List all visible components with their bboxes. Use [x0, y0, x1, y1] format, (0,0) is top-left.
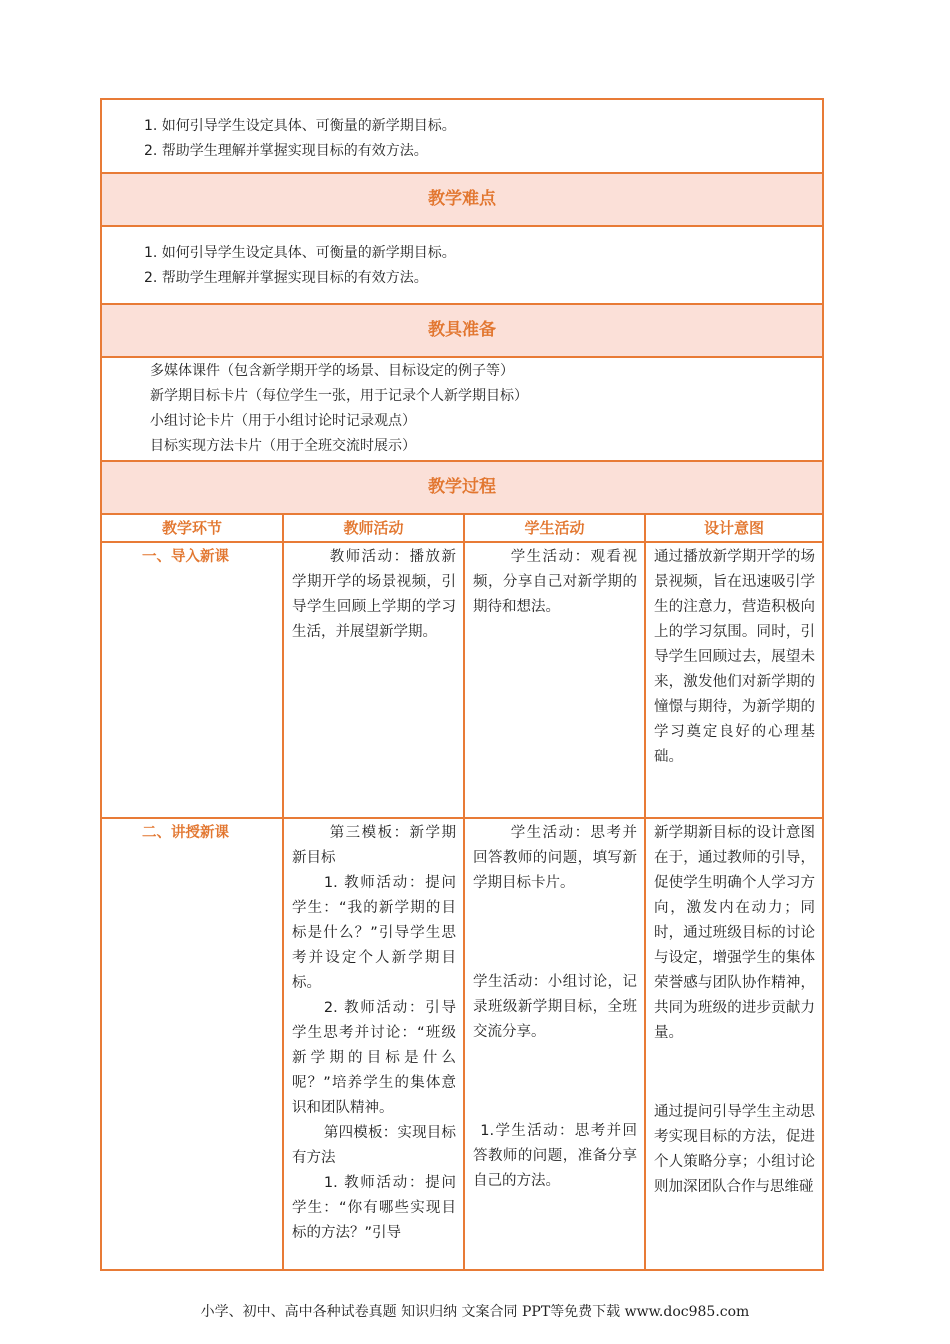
teacher-module-4: 第四模板：实现目标有方法	[292, 1125, 456, 1166]
difficulty-body	[102, 227, 822, 305]
focus-point: 1. 如何引导学生设定具体、可衡量的新学期目标。	[144, 118, 456, 134]
col-header-intent: 设计意图	[703, 519, 764, 537]
teacher-step: 1. 教师活动：提问学生：“你有哪些实现目标的方法？”引导	[292, 1175, 456, 1241]
student-activity-intro: 学生活动：观看视频，分享自己对新学期的期待和想法。	[465, 543, 646, 817]
student-activity-c: 1.学生活动：思考并回答教师的问题，准备分享自己的方法。	[473, 1123, 637, 1189]
stage-intro: 一、导入新课	[102, 543, 284, 817]
focus-point: 2. 帮助学生理解并掌握实现目标的有效方法。	[144, 143, 428, 159]
student-activity-new-lesson	[465, 819, 646, 1269]
teacher-step: 1. 教师活动：提问学生：“我的新学期的目标是什么？”引导学生思考并设定个人新学期目标。	[292, 875, 456, 991]
teacher-step: 2. 教师活动：引导学生思考并讨论：“班级新学期的目标是什么呢？”培养学生的集体意识和团队精神。	[292, 1000, 456, 1116]
lesson-plan-table	[100, 98, 824, 1271]
materials-body	[102, 358, 822, 462]
difficulty-item: 2. 帮助学生理解并掌握实现目标的有效方法。	[144, 270, 428, 286]
col-header-student: 学生活动	[465, 515, 646, 541]
material-item: 目标实现方法卡片（用于全班交流时展示）	[150, 438, 416, 454]
material-item: 新学期目标卡片（每位学生一张，用于记录个人新学期目标）	[150, 388, 528, 404]
difficulty-item: 1. 如何引导学生设定具体、可衡量的新学期目标。	[144, 245, 456, 261]
teacher-activity-intro: 教师活动：播放新学期开学的场景视频，引导学生回顾上学期的学习生活，并展望新学期。	[284, 543, 465, 817]
stage-new-lesson: 二、讲授新课	[102, 819, 284, 1269]
col-header-teacher: 教师活动	[284, 515, 465, 541]
student-activity-a: 学生活动：思考并回答教师的问题，填写新学期目标卡片。	[473, 825, 637, 891]
materials-header: 教具准备	[102, 305, 822, 358]
teacher-module-3: 第三模板：新学期新目标	[292, 825, 456, 866]
design-intent-a: 新学期新目标的设计意图在于，通过教师的引导，促使学生明确个人学习方向，激发内在动力；同时，通过班级目标的讨论与设定，增强学生的集体荣誉感与团队协作精神，共同为班级的进步贡献力量。	[654, 825, 815, 1041]
material-item: 多媒体课件（包含新学期开学的场景、目标设定的例子等）	[150, 363, 514, 379]
process-row-intro	[102, 543, 822, 819]
process-header: 教学过程	[102, 462, 822, 515]
col-header-stage: 教学环节	[102, 515, 284, 541]
difficulty-header: 教学难点	[102, 174, 822, 227]
design-intent-new-lesson	[646, 819, 822, 1269]
process-column-headers	[102, 515, 822, 543]
student-activity-b: 学生活动：小组讨论，记录班级新学期目标，全班交流分享。	[473, 974, 637, 1040]
process-row-new-lesson	[102, 819, 822, 1269]
material-item: 小组讨论卡片（用于小组讨论时记录观点）	[150, 413, 416, 429]
design-intent-intro: 通过播放新学期开学的场景视频，旨在迅速吸引学生的注意力，营造积极向上的学习氛围。同时，引导学生回顾过去，展望未来，激发他们对新学期的憧憬与期待，为新学期的学习奠定良好的心理基础。	[654, 549, 815, 765]
design-intent-b: 通过提问引导学生主动思考实现目标的方法，促进个人策略分享；小组讨论则加深团队合作与思维碰	[654, 1104, 815, 1195]
footer-text: 小学、初中、高中各种试卷真题 知识归纳 文案合同 PPT等免费下载 www.doc985.com	[200, 1304, 750, 1320]
teacher-activity-new-lesson	[284, 819, 465, 1269]
focus-points-body	[102, 100, 822, 174]
